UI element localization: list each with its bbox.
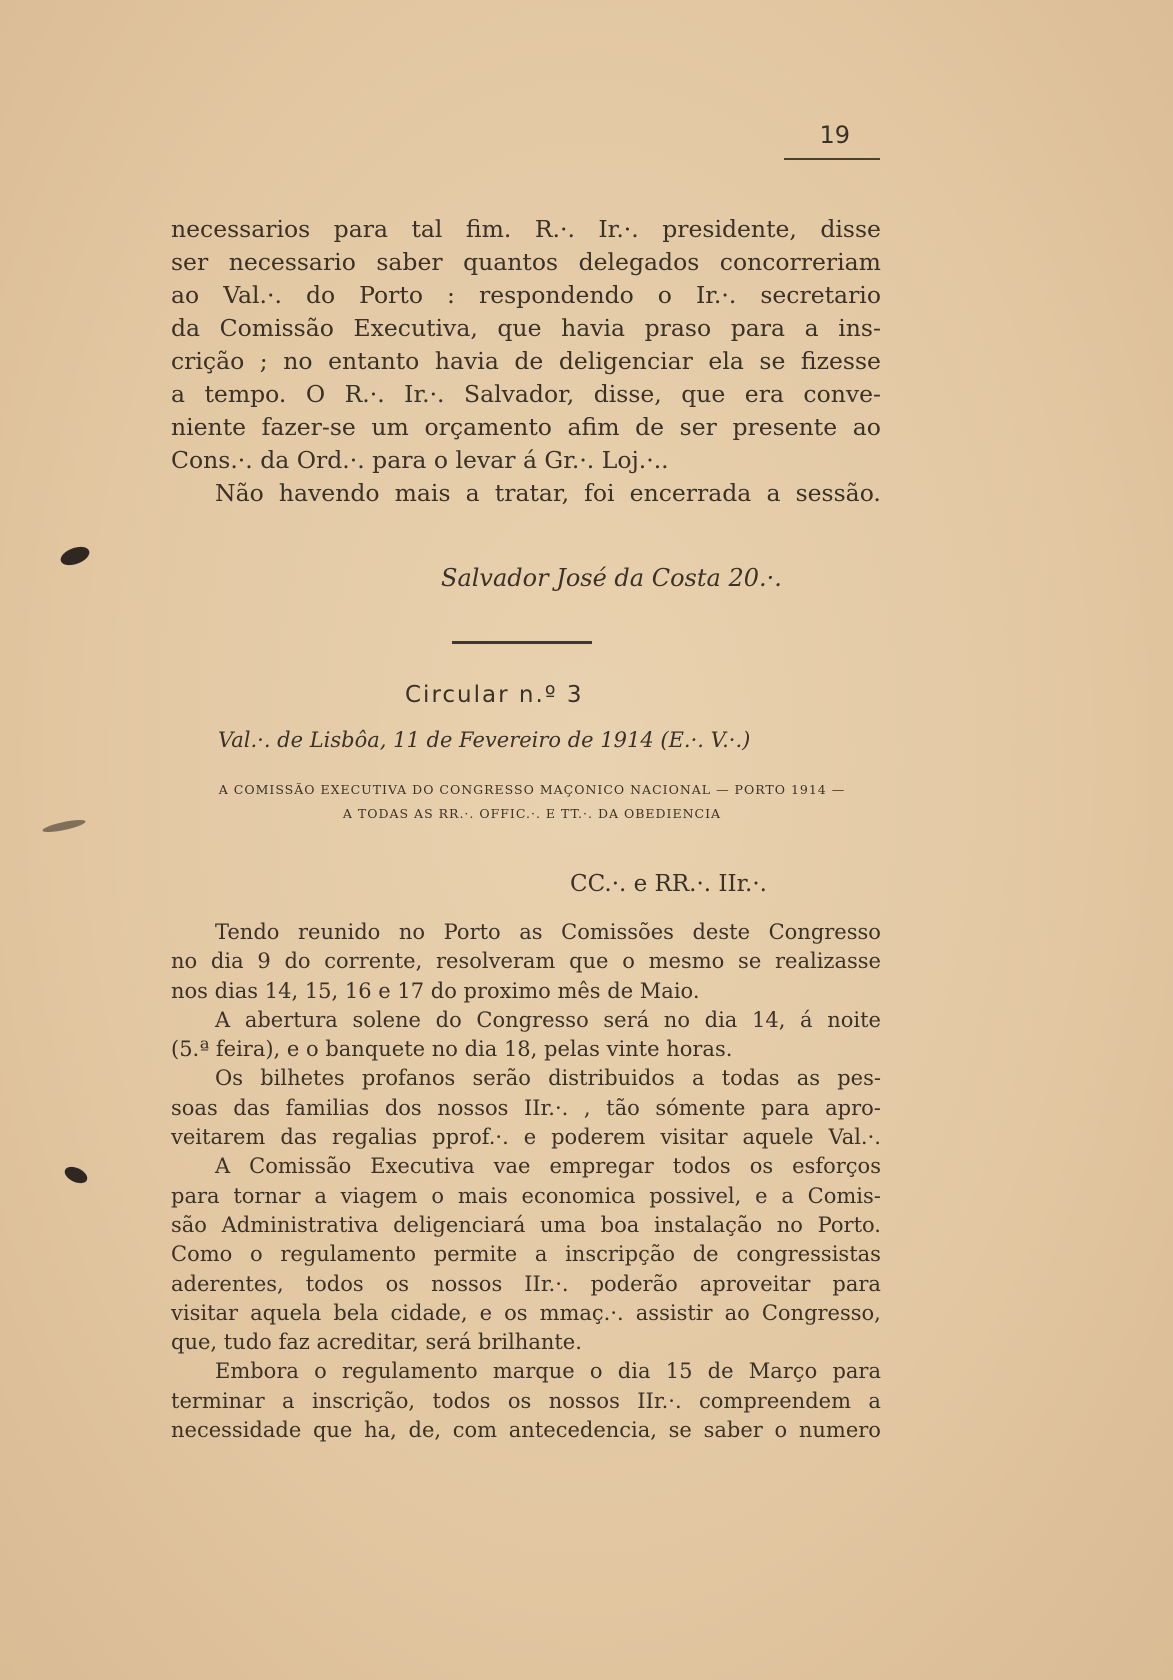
text-line: Tendo reunido no Porto as Comissões deste Congresso [215,920,881,944]
signature: Salvador José da Costa 20.·. [441,564,782,592]
text-line: soas das familias dos nossos IIr.·. , tão sómente para apro- [171,1095,881,1120]
circular-body [171,918,881,1445]
address-line: A TODAS AS RR.·. OFFIC.·. E TT.·. DA OBEDIENCIA [342,806,722,821]
text-line: nos dias 14, 15, 16 e 17 do proximo mês de Maio. [171,978,700,1003]
binding-hole-mark [42,818,87,835]
text-line: veitarem das regalias pprof.·. e poderem visitar aquele Val.·. [171,1125,881,1150]
page-number-rule [784,158,880,160]
text-line: terminar a inscrição, todos os nossos IIr.·. compreendem a [171,1388,881,1413]
text-line: são Administrativa deligenciará uma boa instalação no Porto. [171,1212,881,1237]
salutation: CC.·. e RR.·. IIr.·. [570,871,767,897]
page-number: 19 [819,121,850,149]
text-line: Embora o regulamento marque o dia 15 de Março para [215,1359,881,1384]
binding-hole-mark [58,543,92,568]
text-line: ao Val.·. do Porto : respondendo o Ir.·. secretario [171,281,881,309]
section-divider [452,641,592,644]
text-line: A abertura solene do Congresso será no dia 14, á noite [215,1007,881,1032]
circular-title: Circular n.º 3 [405,682,584,708]
minutes-continuation [171,213,881,510]
text-line: que, tudo faz acreditar, será brilhante. [171,1330,582,1355]
text-line: necessidade que ha, de, com antecedencia, se saber o numero [171,1418,881,1443]
text-line: Cons.·. da Ord.·. para o levar á Gr.·. Loj.·.. [171,446,669,474]
text-line: necessarios para tal fim. R.·. Ir.·. presidente, disse [171,215,881,243]
text-line: da Comissão Executiva, que havia praso para a ins- [171,314,881,342]
dateline: Val.·. de Lisbôa, 11 de Fevereiro de 1914 (E.·. V.·.) [218,728,751,752]
text-line: aderentes, todos os nossos IIr.·. poderão aproveitar para [171,1271,881,1296]
text-line: niente fazer-se um orçamento afim de ser presente ao [171,413,881,441]
text-line: a tempo. O R.·. Ir.·. Salvador, disse, que era conve- [171,380,881,408]
binding-hole-mark [62,1164,90,1187]
text-line: Os bilhetes profanos serão distribuidos a todas as pes- [215,1066,881,1091]
text-line: Não havendo mais a tratar, foi encerrada a sessão. [215,479,881,507]
text-line: crição ; no entanto havia de deligenciar ela se fizesse [171,347,881,375]
text-line: visitar aquela bela cidade, e os mmaç.·. assistir ao Congresso, [171,1300,881,1325]
text-line: no dia 9 do corrente, resolveram que o mesmo se realizasse [171,949,881,974]
text-line: A Comissão Executiva vae empregar todos os esforços [215,1154,881,1179]
text-line: ser necessario saber quantos delegados concorreriam [171,248,881,276]
text-line: (5.ª feira), e o banquete no dia 18, pelas vinte horas. [171,1037,733,1062]
address-line: A COMISSÃO EXECUTIVA DO CONGRESSO MAÇONICO NACIONAL — PORTO 1914 — [218,782,846,797]
text-line: Como o regulamento permite a inscripção de congressistas [171,1242,881,1267]
text-line: para tornar a viagem o mais economica possivel, e a Comis- [171,1183,881,1208]
